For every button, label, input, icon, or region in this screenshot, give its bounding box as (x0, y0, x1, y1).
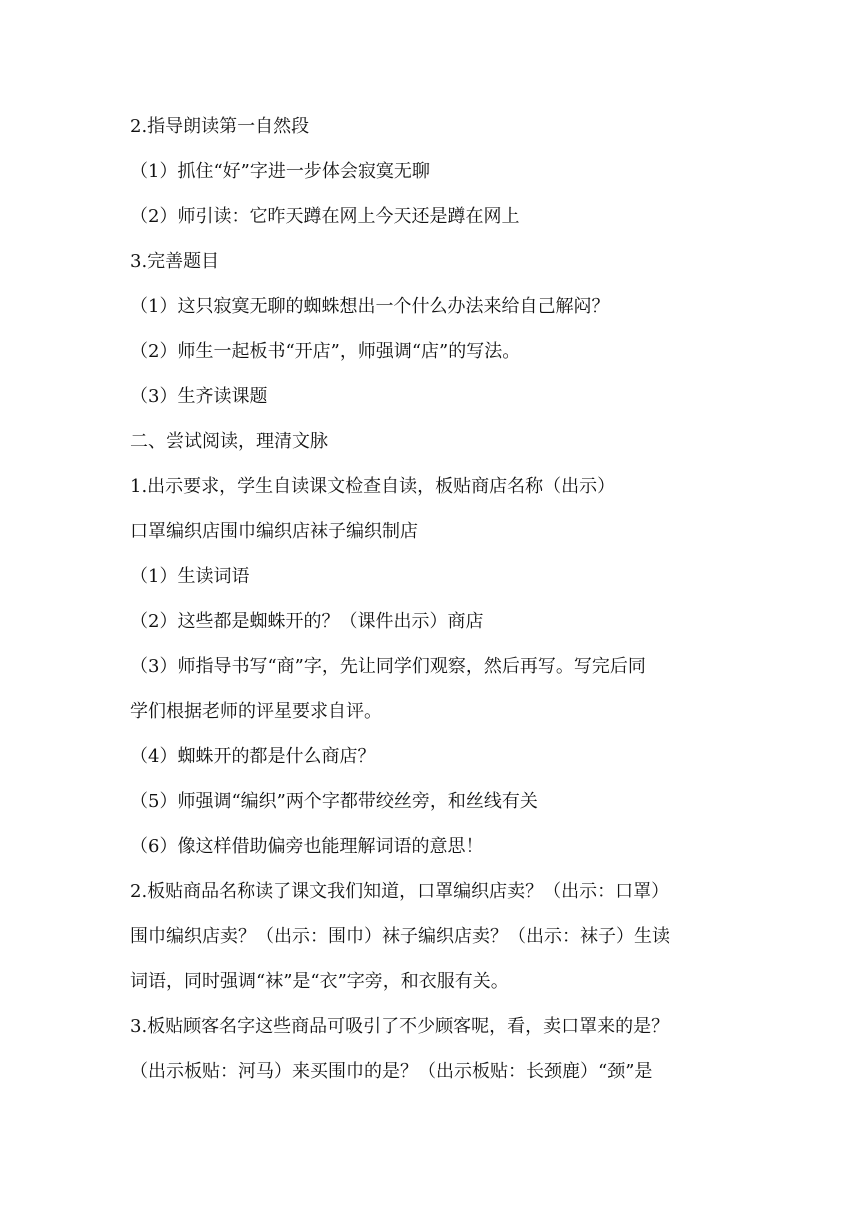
list-item: （2）师生一起板书“开店”，师强调“店”的写法。 (130, 341, 521, 362)
list-item: （1）这只寂寞无聊的蜘蛛想出一个什么办法来给自己解闷？ (130, 296, 610, 317)
text-line: 口罩编织店围巾编织店袜子编织制店 (130, 521, 418, 542)
chapter-heading: 二、尝试阅读，理清文脉 (130, 431, 328, 452)
section-heading: 2.指导朗读第一自然段 (130, 116, 310, 137)
document-body (130, 112, 734, 1102)
list-item: （6）像这样借助偏旁也能理解词语的意思！ (130, 836, 484, 857)
paragraph-line: （出示板贴：河马）来买围巾的是？（出示板贴：长颈鹿）“颈”是 (130, 1061, 653, 1082)
paragraph-line: 围巾编织店卖？（出示：围巾）袜子编织店卖？（出示：袜子）生读 (130, 926, 670, 947)
paragraph-line: 词语，同时强调“袜”是“衣”字旁，和衣服有关。 (130, 971, 509, 992)
list-item: （2）这些都是蜘蛛开的？（课件出示）商店 (130, 611, 484, 632)
list-item: （5）师强调“编织”两个字都带绞丝旁，和丝线有关 (130, 791, 538, 812)
paragraph (130, 877, 734, 997)
paragraph (130, 652, 734, 727)
paragraph-line: 2.板贴商品名称读了课文我们知道，口罩编织店卖？（出示：口罩） (130, 881, 670, 902)
section-heading: 3.完善题目 (130, 251, 220, 272)
paragraph-line: （3）师指导书写“商”字，先让同学们观察，然后再写。写完后同 (130, 656, 646, 677)
section-heading: 1.出示要求，学生自读课文检查自读，板贴商店名称（出示） (130, 476, 616, 497)
list-item: （1）抓住“好”字进一步体会寂寞无聊 (130, 161, 430, 182)
paragraph-line: 3.板贴顾客名字这些商品可吸引了不少顾客呢，看，卖口罩来的是？ (130, 1016, 670, 1037)
paragraph (130, 1012, 734, 1087)
list-item: （1）生读词语 (130, 566, 250, 587)
list-item: （4）蜘蛛开的都是什么商店？ (130, 746, 376, 767)
list-item: （3）生齐读课题 (130, 386, 268, 407)
list-item: （2）师引读：它昨天蹲在网上今天还是蹲在网上 (130, 206, 520, 227)
paragraph-line: 学们根据老师的评星要求自评。 (130, 701, 382, 722)
